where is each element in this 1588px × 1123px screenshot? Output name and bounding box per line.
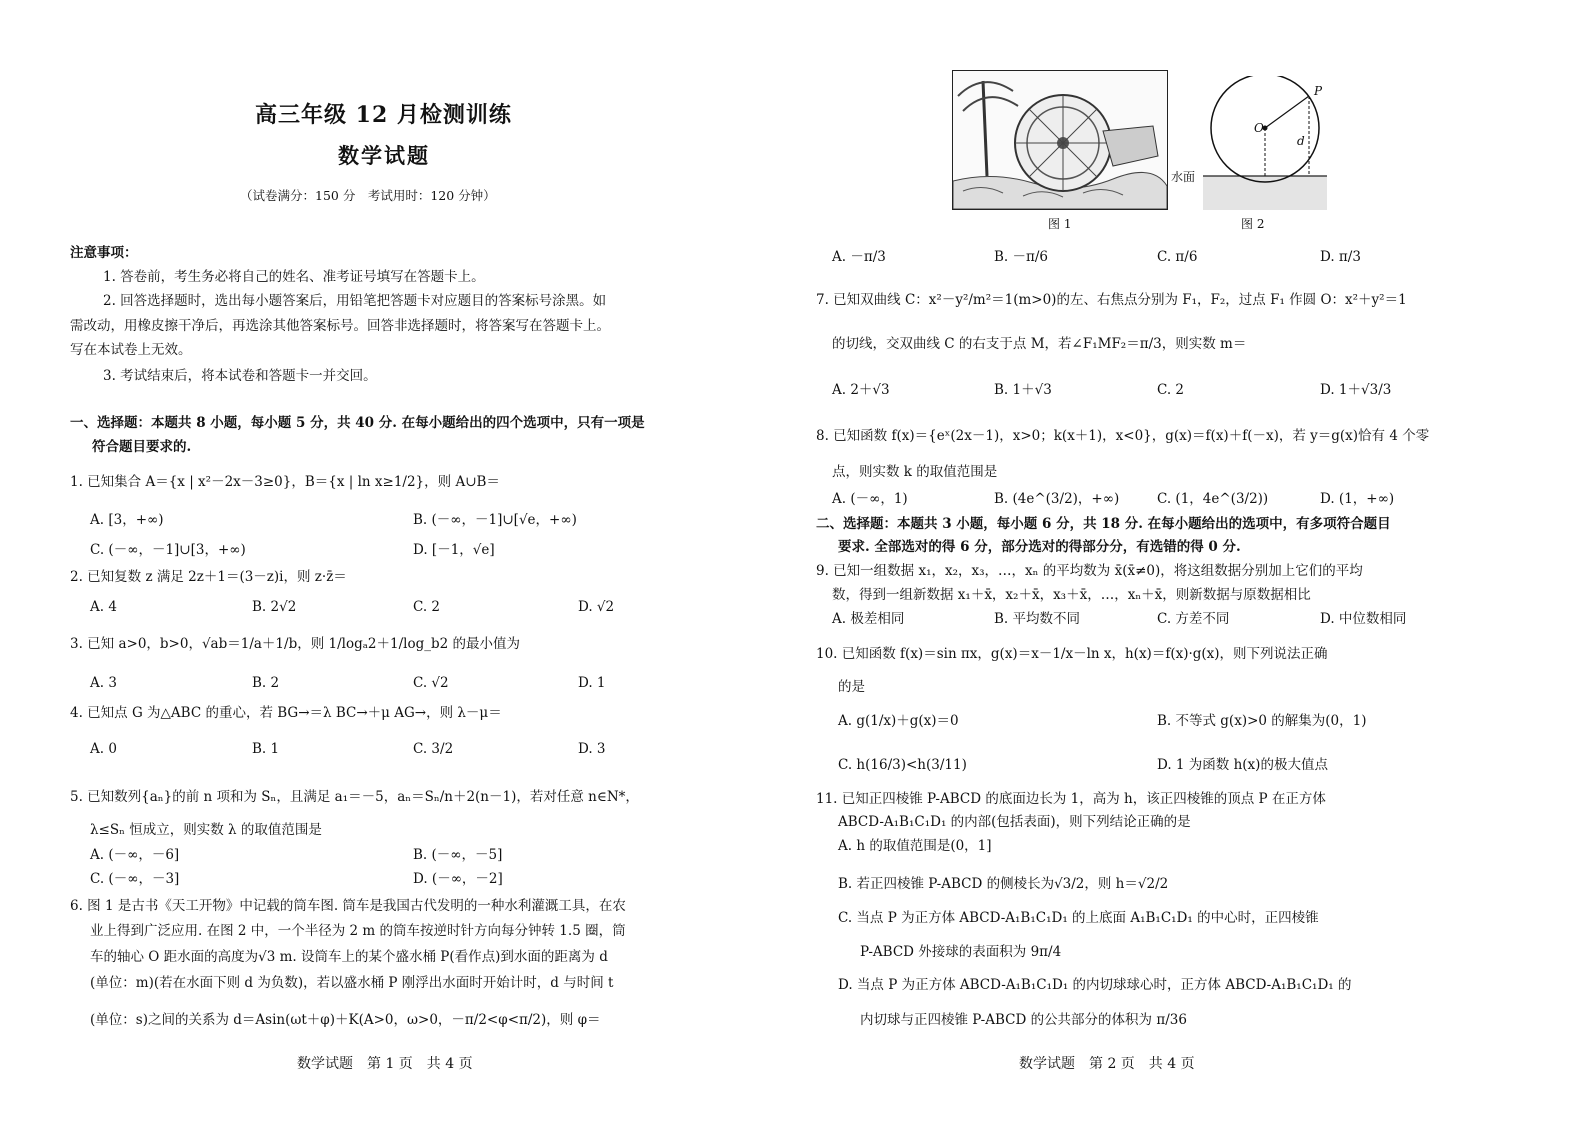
- question-3-option-c: C. √2: [413, 675, 449, 691]
- question-5-stem-cont: λ≤Sₙ 恒成立，则实数 λ 的取值范围是: [90, 822, 322, 838]
- question-6-stem-cont: 车的轴心 O 距水面的高度为√3 m. 设筒车上的某个盛水桶 P(看作点)到水面的距离为 d: [90, 949, 608, 965]
- question-6-stem-cont: (单位：s)之间的关系为 d＝Asin(ωt＋φ)＋K(A>0，ω>0，－π/2<φ<π/2)，则 φ＝: [90, 1012, 601, 1028]
- question-9-option-b: B. 平均数不同: [994, 611, 1081, 627]
- question-11-option-c: C. 当点 P 为正方体 ABCD-A₁B₁C₁D₁ 的上底面 A₁B₁C₁D₁ 的中心时，正四棱锥: [838, 910, 1319, 926]
- question-5-stem: 5. 已知数列{aₙ}的前 n 项和为 Sₙ，且满足 a₁＝－5，aₙ＝Sₙ/n＋2(n－1)，若对任意 n∈N*，: [70, 789, 639, 805]
- question-10-option-a: A. g(1/x)＋g(x)＝0: [838, 713, 959, 729]
- question-7-stem-cont: 的切线，交双曲线 C 的右支于点 M，若∠F₁MF₂＝π/3，则实数 m＝: [832, 336, 1247, 352]
- page-footer: 数学试题 第 2 页 共 4 页: [1019, 1056, 1195, 1072]
- question-3-option-b: B. 2: [252, 675, 280, 691]
- question-4-option-b: B. 1: [252, 741, 280, 757]
- question-9-option-a: A. 极差相同: [832, 611, 905, 627]
- question-11-option-b: B. 若正四棱锥 P-ABCD 的侧棱长为√3/2，则 h＝√2/2: [838, 876, 1169, 892]
- question-4-stem: 4. 已知点 G 为△ABC 的重心，若 BG→＝λ BC→＋μ AG→，则 λ－μ＝: [70, 705, 502, 721]
- question-9-option-d: D. 中位数相同: [1320, 611, 1407, 627]
- question-5-option-a: A. (－∞，－6]: [90, 847, 180, 863]
- question-9-stem: 9. 已知一组数据 x₁，x₂，x₃，…，xₙ 的平均数为 x̄(x̄≠0)，将这组数据分别加上它们的平均: [816, 563, 1363, 579]
- question-7-option-c: C. 2: [1157, 382, 1185, 398]
- question-4-option-d: D. 3: [578, 741, 606, 757]
- exam-info: （试卷满分：150 分 考试用时：120 分钟）: [240, 188, 496, 203]
- question-8-option-b: B. (4e^(3/2)，+∞): [994, 491, 1120, 507]
- question-5-option-b: B. (－∞，－5]: [413, 847, 503, 863]
- question-8-stem: 8. 已知函数 f(x)＝{eˣ(2x－1)，x>0；k(x＋1)，x<0}，g(x)＝f(x)＋f(－x)，若 y＝g(x)恰有 4 个零: [816, 428, 1430, 444]
- question-6-stem-cont: 业上得到广泛应用. 在图 2 中，一个半径为 2 m 的筒车按逆时针方向每分钟转 1.5 圈，筒: [90, 923, 626, 939]
- question-9-stem-cont: 数，得到一组新数据 x₁＋x̄，x₂＋x̄，x₃＋x̄，…，xₙ＋x̄，则新数据与原数据相比: [832, 587, 1311, 603]
- question-4-option-c: C. 3/2: [413, 741, 454, 757]
- question-10-option-b: B. 不等式 g(x)>0 的解集为(0，1): [1157, 713, 1367, 729]
- question-5-option-c: C. (－∞，－3]: [90, 871, 180, 887]
- question-7-option-a: A. 2＋√3: [832, 382, 890, 398]
- question-1-option-c: C. (－∞，－1]∪[3，+∞): [90, 542, 246, 558]
- question-6-stem: 6. 图 1 是古书《天工开物》中记载的筒车图. 筒车是我国古代发明的一种水利灌溉工具，在农: [70, 898, 626, 914]
- question-11-option-a: A. h 的取值范围是(0，1]: [838, 838, 992, 854]
- question-11-stem-cont: ABCD-A₁B₁C₁D₁ 的内部(包括表面)，则下列结论正确的是: [838, 814, 1191, 830]
- question-11-stem: 11. 已知正四棱锥 P-ABCD 的底面边长为 1，高为 h，该正四棱锥的顶点 P 在正方体: [816, 791, 1326, 807]
- question-10-stem: 10. 已知函数 f(x)＝sin πx，g(x)＝x－1/x－ln x，h(x)＝f(x)·g(x)，则下列说法正确: [816, 646, 1328, 662]
- notice-heading: 注意事项：: [70, 245, 138, 261]
- question-1-option-b: B. (－∞，－1]∪[√e，+∞): [413, 512, 577, 528]
- question-2-option-b: B. 2√2: [252, 599, 297, 615]
- question-8-option-a: A. (－∞，1): [832, 491, 908, 507]
- section-2-heading: 二、选择题：本题共 3 小题，每小题 6 分，共 18 分. 在每小题给出的选项中，有多项符合题目: [816, 516, 1391, 532]
- question-10-option-d: D. 1 为函数 h(x)的极大值点: [1157, 757, 1328, 773]
- question-2-option-c: C. 2: [413, 599, 441, 615]
- question-7-option-d: D. 1＋√3/3: [1320, 382, 1392, 398]
- question-3-option-d: D. 1: [578, 675, 606, 691]
- question-1-option-a: A. [3，+∞): [90, 512, 164, 528]
- question-11-option-d-cont: 内切球与正四棱锥 P-ABCD 的公共部分的体积为 π/36: [860, 1012, 1187, 1028]
- question-6-option-d: D. π/3: [1320, 249, 1361, 265]
- question-10-option-c: C. h(16/3)<h(3/11): [838, 757, 967, 773]
- distance-d-label: d: [1297, 134, 1305, 148]
- question-8-stem-cont: 点，则实数 k 的取值范围是: [832, 464, 998, 480]
- page-2: [794, 0, 1588, 1123]
- question-5-option-d: D. (－∞，－2]: [413, 871, 503, 887]
- page-footer: 数学试题 第 1 页 共 4 页: [297, 1056, 473, 1072]
- question-1-stem: 1. 已知集合 A＝{x | x²－2x－3≥0}，B＝{x | ln x≥1/2}，则 A∪B＝: [70, 474, 500, 490]
- question-1-option-d: D. [－1，√e]: [413, 542, 495, 558]
- question-8-option-d: D. (1，+∞): [1320, 491, 1395, 507]
- exam-subtitle: 数学试题: [338, 143, 430, 168]
- notice-line: 需改动，用橡皮擦干净后，再选涂其他答案标号。回答非选择题时，将答案写在答题卡上。: [70, 318, 610, 334]
- question-6-option-c: C. π/6: [1157, 249, 1198, 265]
- question-3-stem: 3. 已知 a>0，b>0，√ab＝1/a＋1/b，则 1/logₐ2＋1/log_b2 的最小值为: [70, 636, 521, 652]
- question-7-option-b: B. 1＋√3: [994, 382, 1052, 398]
- question-10-stem-cont: 的是: [838, 679, 865, 695]
- question-11-option-c-cont: P-ABCD 外接球的表面积为 9π/4: [860, 944, 1062, 960]
- question-9-option-c: C. 方差不同: [1157, 611, 1230, 627]
- notice-line: 写在本试卷上无效。: [70, 342, 192, 358]
- figure-1-caption: 图 1: [1048, 217, 1072, 231]
- section-1-heading-cont: 符合题目要求的.: [92, 439, 192, 455]
- figure-2-caption: 图 2: [1241, 217, 1265, 231]
- point-p-label: P: [1314, 84, 1323, 98]
- exam-title: 高三年级 12 月检测训练: [255, 102, 512, 128]
- question-4-option-a: A. 0: [90, 741, 117, 757]
- notice-line: 1. 答卷前，考生务必将自己的姓名、准考证号填写在答题卡上。: [103, 269, 485, 285]
- question-2-stem: 2. 已知复数 z 满足 2z＋1＝(3－z)i，则 z·z̄＝: [70, 569, 347, 585]
- question-6-option-b: B. －π/6: [994, 249, 1049, 265]
- notice-line: 2. 回答选择题时，选出每小题答案后，用铅笔把答题卡对应题目的答案标号涂黑。如: [103, 293, 607, 309]
- section-2-heading-cont: 要求. 全部选对的得 6 分，部分选对的得部分分，有选错的得 0 分.: [838, 539, 1241, 555]
- water-surface-label: 水面: [1171, 170, 1196, 184]
- question-6-stem-cont: (单位：m)(若在水面下则 d 为负数)，若以盛水桶 P 刚浮出水面时开始计时，d 与时间 t: [90, 975, 614, 991]
- section-1-heading: 一、选择题：本题共 8 小题，每小题 5 分，共 40 分. 在每小题给出的四个选项中，只有一项是: [70, 415, 645, 431]
- question-8-option-c: C. (1，4e^(3/2)): [1157, 491, 1269, 507]
- question-2-option-d: D. √2: [578, 599, 615, 615]
- question-7-stem: 7. 已知双曲线 C：x²－y²/m²＝1(m>0)的左、右焦点分别为 F₁，F₂，过点 F₁ 作圆 O：x²＋y²＝1: [816, 292, 1407, 308]
- waterwheel-illustration: [952, 70, 1168, 210]
- question-3-option-a: A. 3: [90, 675, 117, 691]
- question-6-option-a: A. －π/3: [832, 249, 886, 265]
- notice-line: 3. 考试结束后，将本试卷和答题卡一并交回。: [103, 368, 377, 384]
- point-o-label: O: [1254, 121, 1264, 135]
- question-11-option-d: D. 当点 P 为正方体 ABCD-A₁B₁C₁D₁ 的内切球球心时，正方体 ABCD-A₁B₁C₁D₁ 的: [838, 977, 1352, 993]
- question-2-option-a: A. 4: [90, 599, 117, 615]
